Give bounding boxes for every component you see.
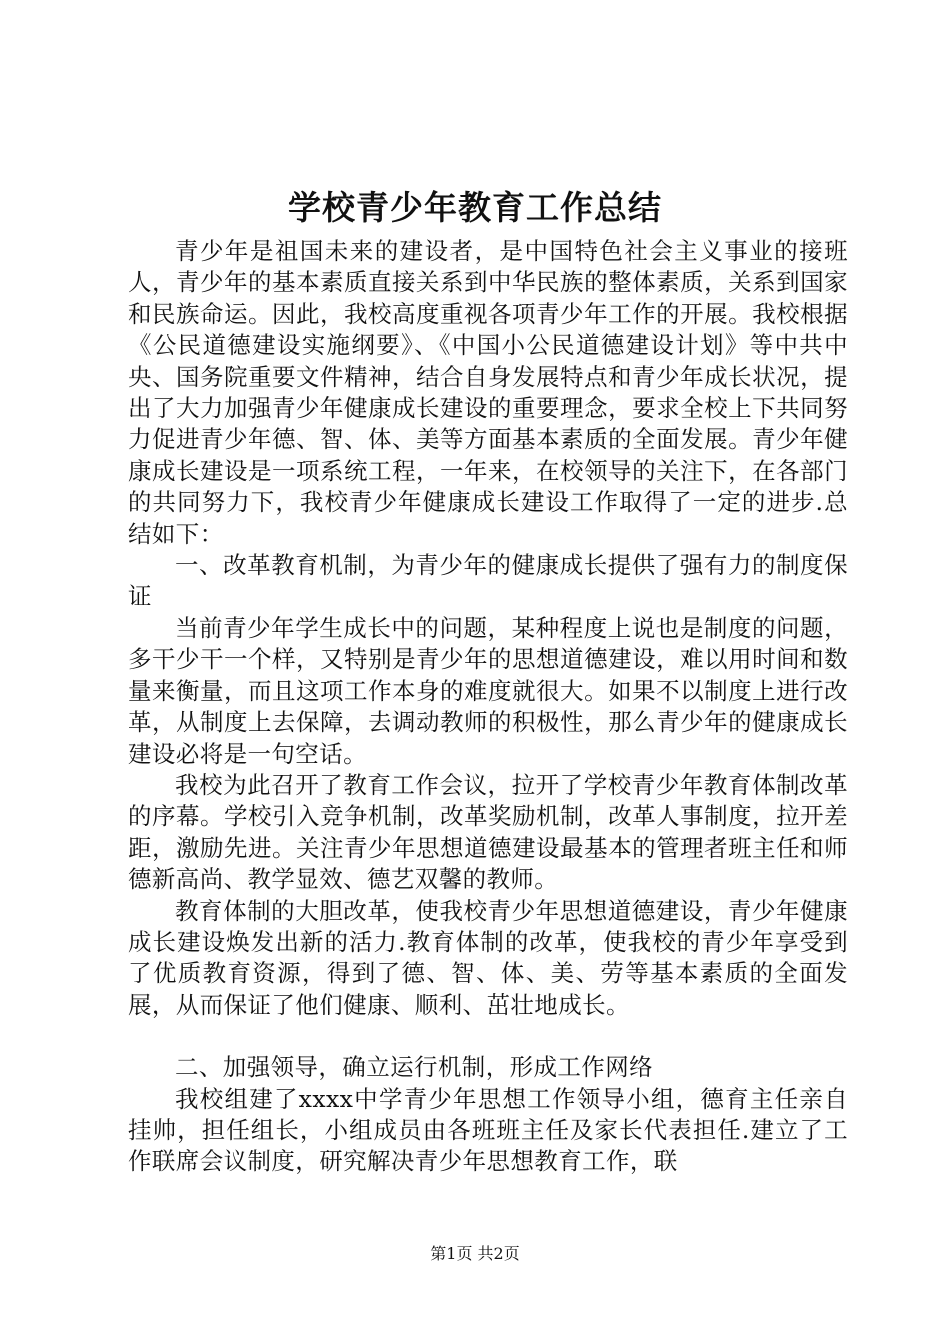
body-paragraph: 我校为此召开了教育工作会议，拉开了学校青少年教育体制改革的序幕。学校引入竞争机制，改革奖励机制，改革人事制度，拉开差距，激励先进。关注青少年思想道德建设最基本的管理者班主任和师德新高尚、教学显效、德艺双馨的教师。 <box>128 770 848 894</box>
section-heading-2: 二、加强领导，确立运行机制，形成工作网络 <box>175 1053 653 1082</box>
body-paragraph: 当前青少年学生成长中的问题，某种程度上说也是制度的问题，多干少干一个样，又特别是青少年的思想道德建设，难以用时间和数量来衡量，而且这项工作本身的难度就很大。如果不以制度上进行改革，从制度上去保障，去调动教师的积极性，那么青少年的健康成长建设必将是一句空话。 <box>128 613 848 768</box>
intro-paragraph: 青少年是祖国未来的建设者，是中国特色社会主义事业的接班人，青少年的基本素质直接关系到中华民族的整体素质，关系到国家和民族命运。因此，我校高度重视各项青少年工作的开展。我校根据《公民道德建设实施纲要》、《中国小公民道德建设计划》等中共中央、国务院重要文件精神，结合自身发展特点和青少年成长状况，提出了大力加强青少年健康成长建设的重要理念，要求全校上下共同努力促进青少年德、智、体、美等方面基本素质的全面发展。青少年健康成长建设是一项系统工程，一年来，在校领导的关注下，在各部门的共同努力下，我校青少年健康成长建设工作取得了一定的进步.总结如下： <box>128 237 848 548</box>
body-paragraph: 我校组建了xxxx中学青少年思想工作领导小组，德育主任亲自挂帅，担任组长，小组成员由各班班主任及家长代表担任.建立了工作联席会议制度，研究解决青少年思想教育工作，联 <box>128 1084 848 1176</box>
body-paragraph: 教育体制的大胆改革，使我校青少年思想道德建设，青少年健康成长建设焕发出新的活力.教育体制的改革，使我校的青少年享受到了优质教育资源，得到了德、智、体、美、劳等基本素质的全面发展，从而保证了他们健康、顺利、茁壮地成长。 <box>128 896 848 1019</box>
document-body <box>128 236 848 1178</box>
document-title: 学校青少年教育工作总结 <box>288 188 662 227</box>
page-number-footer: 第1页 共2页 <box>430 1244 520 1263</box>
section-heading-1: 一、改革教育机制，为青少年的健康成长提供了强有力的制度保证 <box>128 551 848 611</box>
